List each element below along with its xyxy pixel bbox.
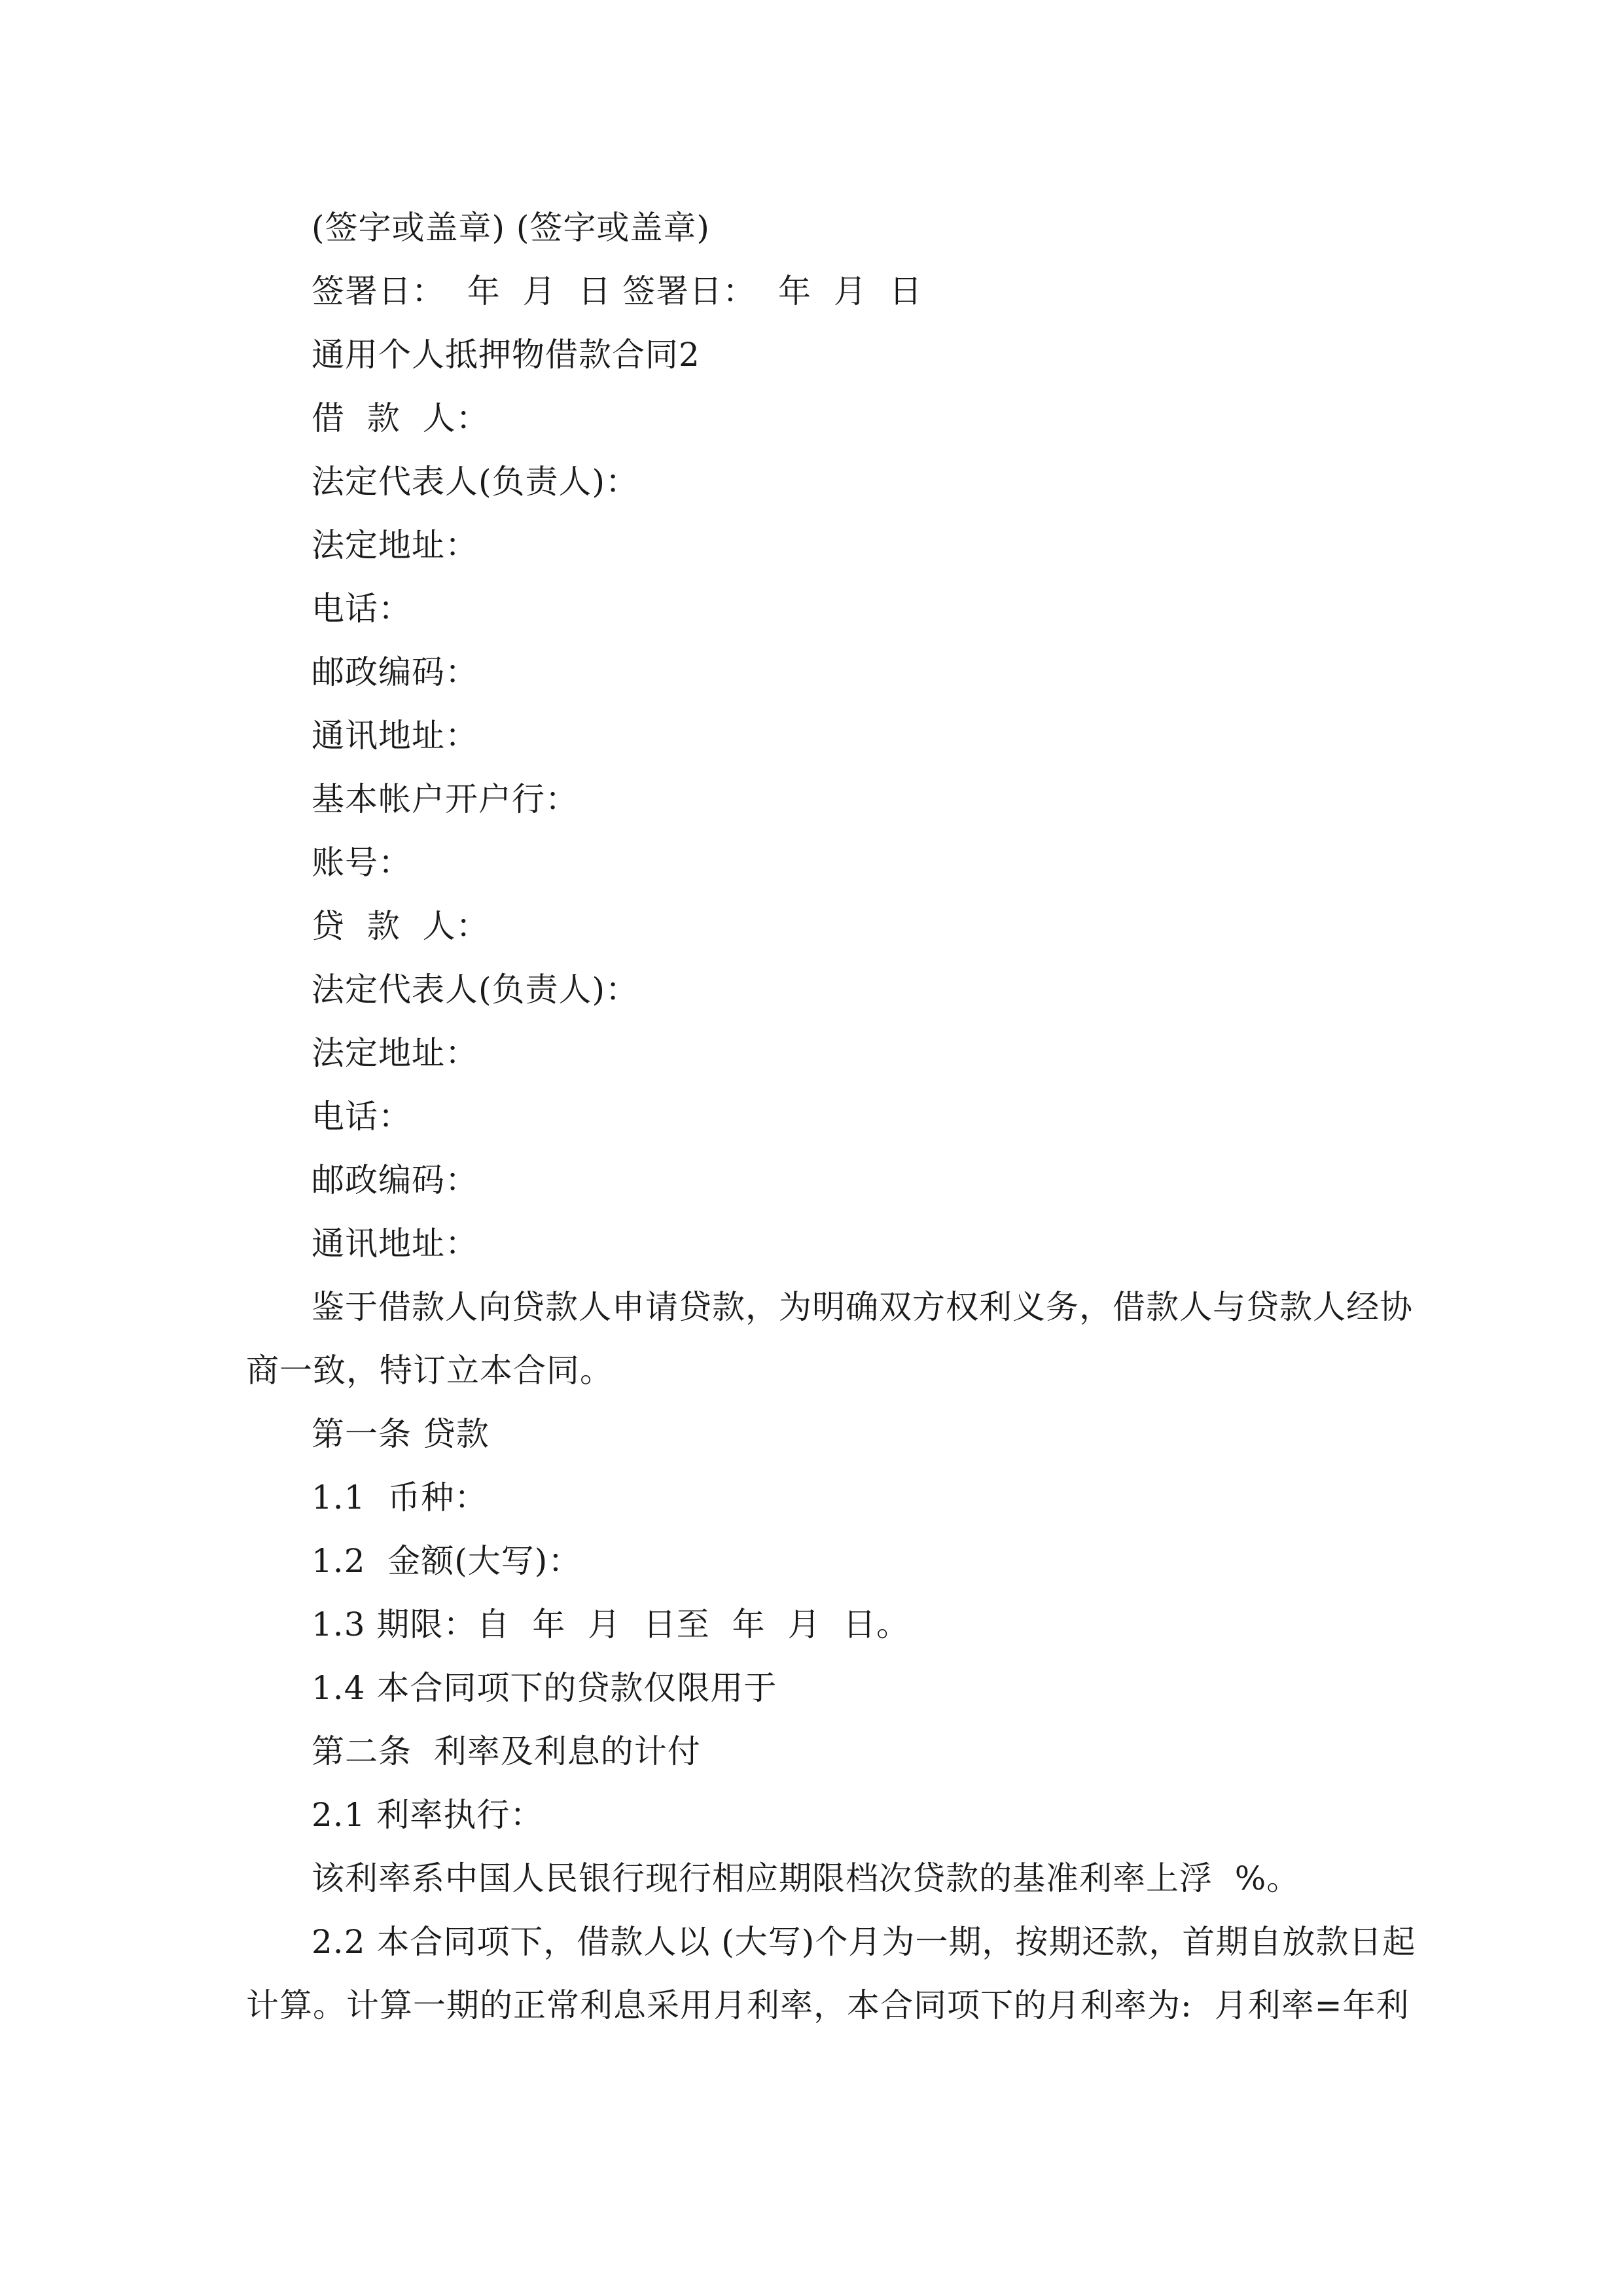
preamble-line-2: 商一致，特订立本合同。 — [246, 1352, 613, 1390]
borrower-mailing-address: 通讯地址： — [312, 717, 478, 755]
preamble-line-1: 鉴于借款人向贷款人申请贷款，为明确双方权利义务，借款人与贷款人经协 — [312, 1288, 1413, 1326]
lender-postcode: 邮政编码： — [312, 1161, 478, 1199]
lender-mailing-address: 通讯地址： — [312, 1225, 478, 1263]
article-2-heading: 第二条 利率及利息的计付 — [312, 1732, 701, 1770]
borrower-legal-rep: 法定代表人(负责人)： — [312, 463, 639, 501]
lender-legal-rep: 法定代表人(负责人)： — [312, 971, 639, 1009]
lender-address: 法定地址： — [312, 1034, 478, 1072]
clause-2-2-line-2: 计算。计算一期的正常利息采用月利率，本合同项下的月利率为: 月利率=年利 — [246, 1986, 1410, 2024]
rate-description: 该利率系中国人民银行现行相应期限档次贷款的基准利率上浮 %。 — [312, 1859, 1300, 1897]
signature-label-line: (签字或盖章) (签字或盖章) — [312, 209, 710, 247]
clause-1-1: 1.1 币种： — [312, 1479, 488, 1516]
borrower-phone: 电话： — [312, 590, 412, 628]
lender-label: 贷 款 人： — [312, 907, 490, 945]
clause-2-1: 2.1 利率执行： — [312, 1796, 544, 1834]
article-1-heading: 第一条 贷款 — [312, 1415, 490, 1453]
borrower-address: 法定地址： — [312, 526, 478, 564]
borrower-label: 借 款 人： — [312, 399, 490, 437]
borrower-postcode: 邮政编码： — [312, 653, 478, 691]
lender-phone: 电话： — [312, 1098, 412, 1136]
clause-1-4: 1.4 本合同项下的贷款仅限用于 — [312, 1669, 777, 1707]
contract-title: 通用个人抵押物借款合同2 — [312, 336, 700, 374]
clause-1-3: 1.3 期限：自 年 月 日至 年 月 日。 — [312, 1605, 910, 1643]
clause-1-2: 1.2 金额(大写)： — [312, 1542, 582, 1580]
borrower-bank: 基本帐户开户行： — [312, 780, 579, 818]
signing-date-line: 签署日： 年 月 日 签署日： 年 月 日 — [312, 272, 923, 310]
borrower-account: 账号： — [312, 844, 412, 882]
clause-2-2-line-1: 2.2 本合同项下，借款人以 (大写)个月为一期，按期还款，首期自放款日起 — [312, 1923, 1416, 1961]
